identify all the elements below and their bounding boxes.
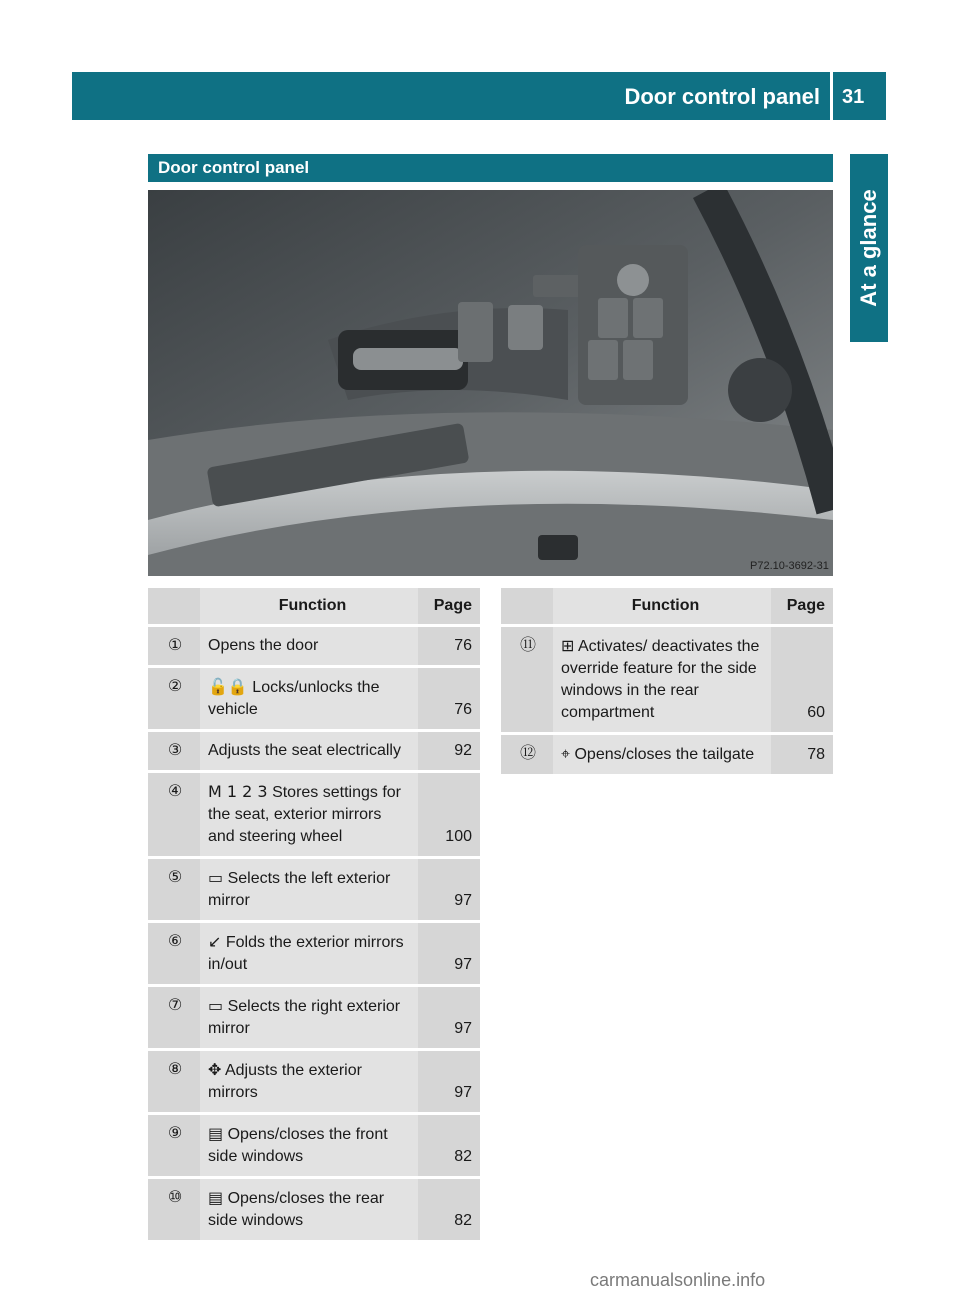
callout-number: ⑥ [148,923,200,984]
left-table-body [148,627,480,1240]
page-reference[interactable]: 97 [418,1051,480,1112]
function-icon: ✥ [208,1060,222,1079]
page-header: Page [418,588,480,624]
callout-number: ⑫ [501,735,553,774]
function-text: Stores settings for the seat, exterior mirrors and steering wheel [208,784,402,845]
function-description [200,1115,418,1176]
right-table-body [501,627,833,774]
table-row [148,732,480,770]
function-icon: ⊞ [561,636,575,655]
function-text: Adjusts the seat electrically [208,742,401,759]
page-reference[interactable]: 78 [771,735,833,774]
table-row [148,1115,480,1176]
page-header: Page [771,588,833,624]
function-table-right [501,585,833,777]
page-reference[interactable]: 60 [771,627,833,732]
page-reference[interactable]: 82 [418,1179,480,1240]
callout-number: ④ [148,773,200,856]
table-row [148,773,480,856]
num-header [148,588,200,624]
function-text: Opens/closes the front side windows [208,1126,388,1165]
table-row [148,1179,480,1240]
function-header: Function [553,588,771,624]
function-text: Selects the left exterior mirror [208,870,391,909]
page-reference[interactable]: 76 [418,668,480,729]
function-description [200,732,418,770]
callout-number: ⑪ [501,627,553,732]
function-description [200,859,418,920]
function-icon: ↙ [208,932,222,951]
watermark[interactable]: carmanualsonline.info [590,1270,766,1290]
side-tab-label: At a glance [856,189,881,307]
callout-number: ② [148,668,200,729]
page-reference[interactable]: 97 [418,987,480,1048]
num-header [501,588,553,624]
function-icon: 🔓🔒 [208,677,248,696]
table-row [148,923,480,984]
function-text: Activates/ deactivates the override feature for the side windows in the rear compartment [561,638,760,721]
function-text: Opens/closes the tailgate [574,746,755,763]
function-text: Adjusts the exterior mirrors [208,1062,362,1101]
callout-number: ③ [148,732,200,770]
table-row [148,859,480,920]
page-reference[interactable]: 97 [418,923,480,984]
function-description [200,773,418,856]
function-description [553,735,771,774]
function-header: Function [200,588,418,624]
page-number: 31 [842,86,865,108]
function-icon: ▭ [208,996,224,1015]
callout-number: ⑨ [148,1115,200,1176]
function-description [200,1179,418,1240]
function-text: Opens the door [208,637,319,654]
table-row [148,987,480,1048]
function-icon: ▤ [208,1188,224,1207]
function-icon: ▤ [208,1124,224,1143]
table-row [148,627,480,665]
callout-number: ⑦ [148,987,200,1048]
function-description [200,627,418,665]
callout-number: ⑧ [148,1051,200,1112]
table-row [148,668,480,729]
function-icon: ▭ [208,868,224,887]
function-text: Folds the exterior mirrors in/out [208,934,404,973]
page-header-title: Door control panel [624,84,820,109]
page-reference[interactable]: 82 [418,1115,480,1176]
function-description [200,923,418,984]
page-reference[interactable]: 76 [418,627,480,665]
function-text: Selects the right exterior mirror [208,998,401,1037]
page-reference[interactable]: 97 [418,859,480,920]
function-description [200,1051,418,1112]
callout-number: ① [148,627,200,665]
table-row [501,735,833,774]
function-icon: M 1 2 3 [208,782,268,801]
callout-number: ⑤ [148,859,200,920]
page-reference[interactable]: 92 [418,732,480,770]
table-row [148,1051,480,1112]
table-header-row [148,588,480,624]
table-row [501,627,833,732]
figure-code: P72.10-3692-31 [750,560,829,572]
function-description [200,668,418,729]
section-title: Door control panel [158,158,310,177]
door-panel-photo [148,190,833,576]
header-separator [830,72,833,120]
table-header-row [501,588,833,624]
function-description [553,627,771,732]
function-text: Locks/unlocks the vehicle [208,679,380,718]
function-text: Opens/closes the rear side windows [208,1190,385,1229]
function-icon: ⌖ [561,744,571,763]
function-table-left [148,585,480,1243]
page-reference[interactable]: 100 [418,773,480,856]
callout-number: ⑩ [148,1179,200,1240]
function-description [200,987,418,1048]
